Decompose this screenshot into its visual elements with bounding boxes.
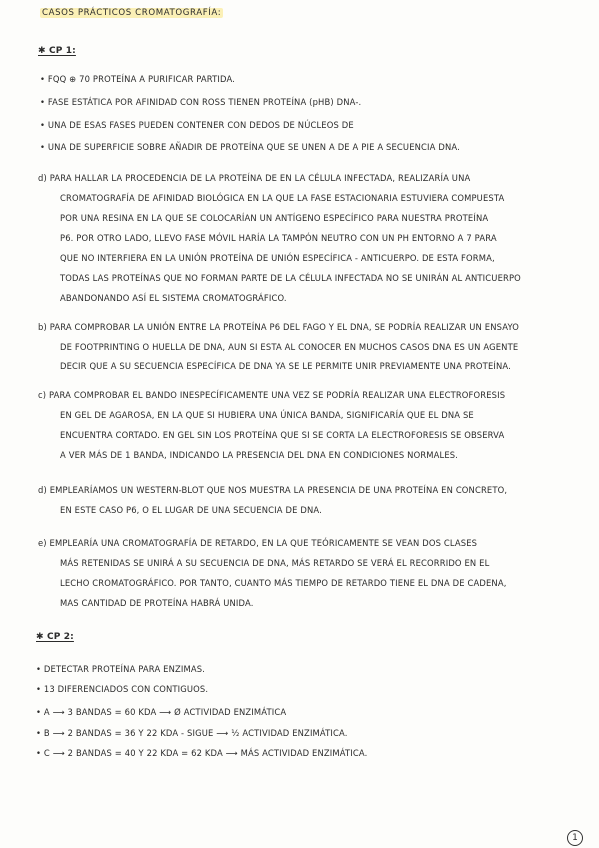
cp1-bullet: • UNA DE SUPERFICIE SOBRE AÑADIR DE PROTEÍNA QUE SE UNEN A DE A PIE A SECUENCIA DNA. xyxy=(40,142,460,152)
cp1-answer-line: A VER MÁS DE 1 BANDA, INDICANDO LA PRESENCIA DEL DNA EN CONDICIONES NORMALES. xyxy=(60,450,459,460)
cp2-line: • DETECTAR PROTEÍNA PARA ENZIMAS. xyxy=(36,664,206,674)
cp1-answer-line: d) PARA HALLAR LA PROCEDENCIA DE LA PROTEÍNA DE EN LA CÉLULA INFECTADA, REALIZARÍA UNA xyxy=(38,173,471,183)
cp1-answer-line: d) EMPLEARÍAMOS UN WESTERN-BLOT QUE NOS MUESTRA LA PRESENCIA DE UNA PROTEÍNA EN CONCRETO, xyxy=(38,485,508,495)
cp1-answer-line: TODAS LAS PROTEÍNAS QUE NO FORMAN PARTE DE LA CÉLULA INFECTADA NO SE UNIRÁN AL ANTICUERPO xyxy=(60,273,521,283)
cp2-line: • A ⟶ 3 BANDAS = 60 KDA ⟶ Ø ACTIVIDAD ENZIMÁTICA xyxy=(36,707,287,717)
cp1-answer-line: LECHO CROMATOGRÁFICO. POR TANTO, CUANTO MÁS TIEMPO DE RETARDO TIENE EL DNA DE CADENA, xyxy=(60,578,507,588)
cp1-answer-line: QUE NO INTERFIERA EN LA UNIÓN PROTEÍNA DE UNIÓN ESPECÍFICA - ANTICUERPO. DE ESTA FORMA, xyxy=(60,253,495,263)
cp1-answer-line: CROMATOGRAFÍA DE AFINIDAD BIOLÓGICA EN LA QUE LA FASE ESTACIONARIA ESTUVIERA COMPUESTA xyxy=(60,193,505,203)
cp1-answer-line: e) EMPLEARÍA UNA CROMATOGRAFÍA DE RETARDO, EN LA QUE TEÓRICAMENTE SE VEAN DOS CLASES xyxy=(38,538,478,548)
cp1-answer-line: POR UNA RESINA EN LA QUE SE COLOCARÍAN UN ANTÍGENO ESPECÍFICO PARA NUESTRA PROTEÍNA xyxy=(60,213,489,223)
cp2-line: • B ⟶ 2 BANDAS = 36 Y 22 KDA - SIGUE ⟶ ½ ACTIVIDAD ENZIMÁTICA. xyxy=(36,728,348,738)
cp1-bullet: • UNA DE ESAS FASES PUEDEN CONTENER CON DEDOS DE NÚCLEOS DE xyxy=(40,120,354,130)
cp1-answer-line: b) PARA COMPROBAR LA UNIÓN ENTRE LA PROTEÍNA P6 DEL FAGO Y EL DNA, SE PODRÍA REALIZAR UN ENSAYO xyxy=(38,322,520,332)
cp2-heading: ✱ CP 2: xyxy=(36,632,74,642)
page-title: CASOS PRÁCTICOS CROMATOGRAFÍA: xyxy=(42,8,222,18)
cp1-answer-line: EN ESTE CASO P6, O EL LUGAR DE UNA SECUENCIA DE DNA. xyxy=(60,505,322,515)
cp1-answer-line: ENCUENTRA CORTADO. EN GEL SIN LOS PROTEÍNA QUE SI SE CORTA LA ELECTROFORESIS SE OBSERVA xyxy=(60,430,505,440)
cp1-answer-line: MÁS RETENIDAS SE UNIRÁ A SU SECUENCIA DE DNA, MÁS RETARDO SE VERÁ EL RECORRIDO EN EL xyxy=(60,558,490,568)
cp2-line: • 13 DIFERENCIADOS CON CONTIGUOS. xyxy=(36,684,209,694)
cp1-answer-line: EN GEL DE AGAROSA, EN LA QUE SI HUBIERA UNA ÚNICA BANDA, SIGNIFICARÍA QUE EL DNA SE xyxy=(60,410,474,420)
cp1-answer-line: MAS CANTIDAD DE PROTEÍNA HABRÁ UNIDA. xyxy=(60,598,254,608)
cp1-answer-line: ABANDONANDO ASÍ EL SISTEMA CROMATOGRÁFICO. xyxy=(60,293,287,303)
cp1-answer-line: DE FOOTPRINTING O HUELLA DE DNA, AUN SI ESTA AL CONOCER EN MUCHOS CASOS DNA ES UN AGENTE xyxy=(60,342,519,352)
cp1-answer-line: c) PARA COMPROBAR EL BANDO INESPECÍFICAMENTE UNA VEZ SE PODRÍA REALIZAR UNA ELECTROFORESIS xyxy=(38,390,506,400)
cp1-bullet: • FQQ ⊕ 70 PROTEÍNA A PURIFICAR PARTIDA. xyxy=(40,74,236,84)
cp1-answer-line: DECIR QUE A SU SECUENCIA ESPECÍFICA DE DNA YA SE LE PERMITE UNIR PREVIAMENTE UNA PROTEÍNA. xyxy=(60,361,511,371)
cp2-line: • C ⟶ 2 BANDAS = 40 Y 22 KDA = 62 KDA ⟶ MÁS ACTIVIDAD ENZIMÁTICA. xyxy=(36,748,368,758)
cp1-answer-line: P6. POR OTRO LADO, LLEVO FASE MÓVIL HARÍA LA TAMPÓN NEUTRO CON UN PH ENTORNO A 7 PARA xyxy=(60,233,497,243)
cp1-bullet: • FASE ESTÁTICA POR AFINIDAD CON ROSS TIENEN PROTEÍNA (pHB) DNA-. xyxy=(40,97,362,107)
cp1-heading: ✱ CP 1: xyxy=(38,46,76,56)
page-number: 1 xyxy=(567,830,583,846)
